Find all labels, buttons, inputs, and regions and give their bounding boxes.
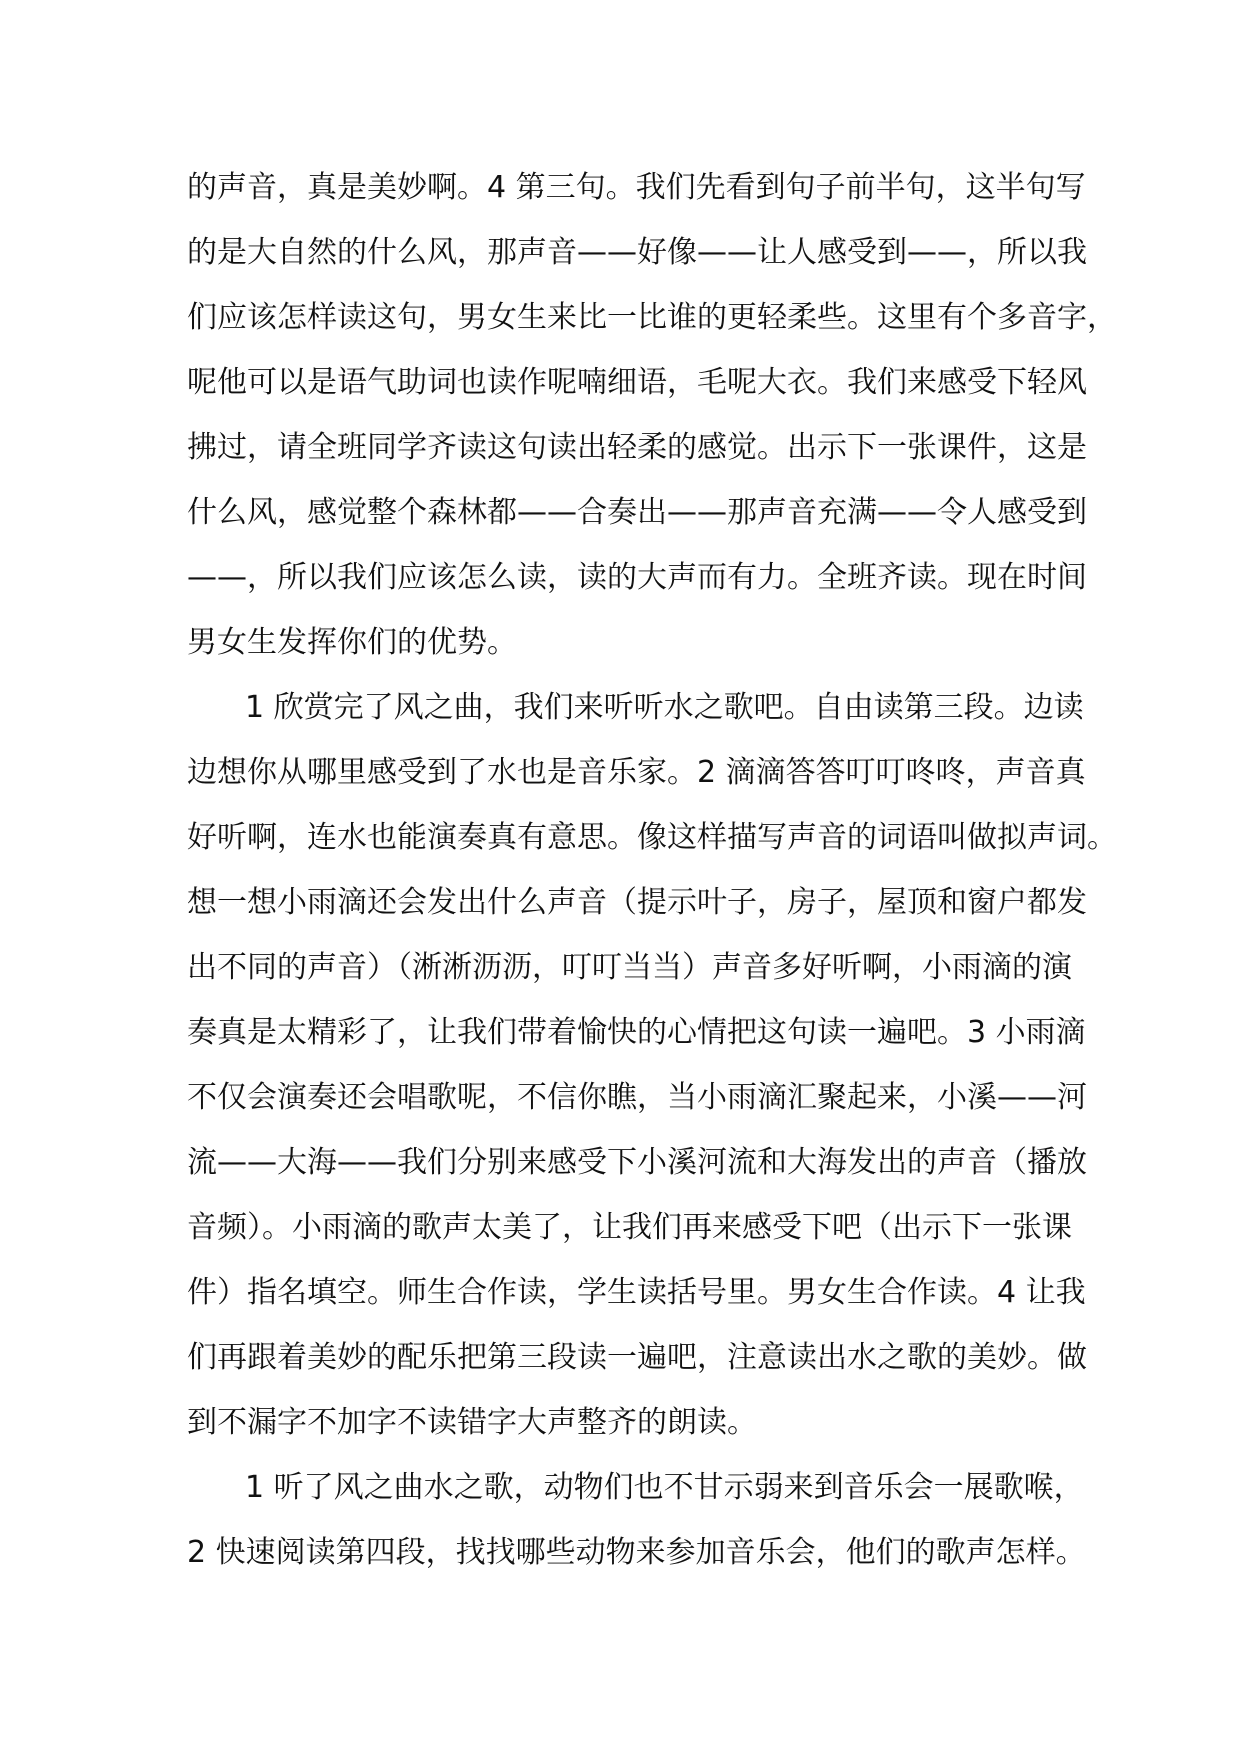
body-text: [187, 155, 1117, 1585]
text-line: 奏真是太精彩了，让我们带着愉快的心情把这句读一遍吧。3 小雨滴: [187, 1015, 1086, 1050]
text-line: 的是大自然的什么风，那声音——好像——让人感受到——，所以我: [187, 235, 1087, 270]
text-line: 拂过，请全班同学齐读这句读出轻柔的感觉。出示下一张课件，这是: [187, 430, 1087, 465]
text-line: 件）指名填空。师生合作读，学生读括号里。男女生合作读。4 让我: [187, 1275, 1086, 1310]
text-line: 的声音，真是美妙啊。4 第三句。我们先看到句子前半句，这半句写: [187, 170, 1086, 205]
text-line: 1 听了风之曲水之歌，动物们也不甘示弱来到音乐会一展歌喉，: [245, 1470, 1084, 1505]
text-line: 不仅会演奏还会唱歌呢，不信你瞧，当小雨滴汇聚起来，小溪——河: [187, 1080, 1087, 1115]
text-line: 到不漏字不加字不读错字大声整齐的朗读。: [187, 1405, 757, 1440]
text-line: 什么风，感觉整个森林都——合奏出——那声音充满——令人感受到: [187, 495, 1087, 530]
text-line: 1 欣赏完了风之曲，我们来听听水之歌吧。自由读第三段。边读: [245, 690, 1084, 725]
text-line: 们再跟着美妙的配乐把第三段读一遍吧，注意读出水之歌的美妙。做: [187, 1340, 1087, 1375]
text-line: 出不同的声音）（淅淅沥沥，叮叮当当）声音多好听啊，小雨滴的演: [187, 950, 1072, 985]
text-line: 想一想小雨滴还会发出什么声音（提示叶子，房子，屋顶和窗户都发: [187, 885, 1087, 920]
text-line: 男女生发挥你们的优势。: [187, 625, 517, 660]
text-line: 流——大海——我们分别来感受下小溪河流和大海发出的声音（播放: [187, 1145, 1087, 1180]
text-line: 2 快速阅读第四段，找找哪些动物来参加音乐会，他们的歌声怎样。: [187, 1535, 1086, 1570]
text-line: ——，所以我们应该怎么读，读的大声而有力。全班齐读。现在时间: [187, 560, 1087, 595]
text-line: 们应该怎样读这句，男女生来比一比谁的更轻柔些。这里有个多音字，: [187, 300, 1117, 335]
text-line: 好听啊，连水也能演奏真有意思。像这样描写声音的词语叫做拟声词。: [187, 820, 1117, 855]
text-line: 边想你从哪里感受到了水也是音乐家。2 滴滴答答叮叮咚咚，声音真: [187, 755, 1086, 790]
text-line: 呢他可以是语气助词也读作呢喃细语，毛呢大衣。我们来感受下轻风: [187, 365, 1087, 400]
text-line: 音频）。小雨滴的歌声太美了，让我们再来感受下吧（出示下一张课: [187, 1210, 1072, 1245]
